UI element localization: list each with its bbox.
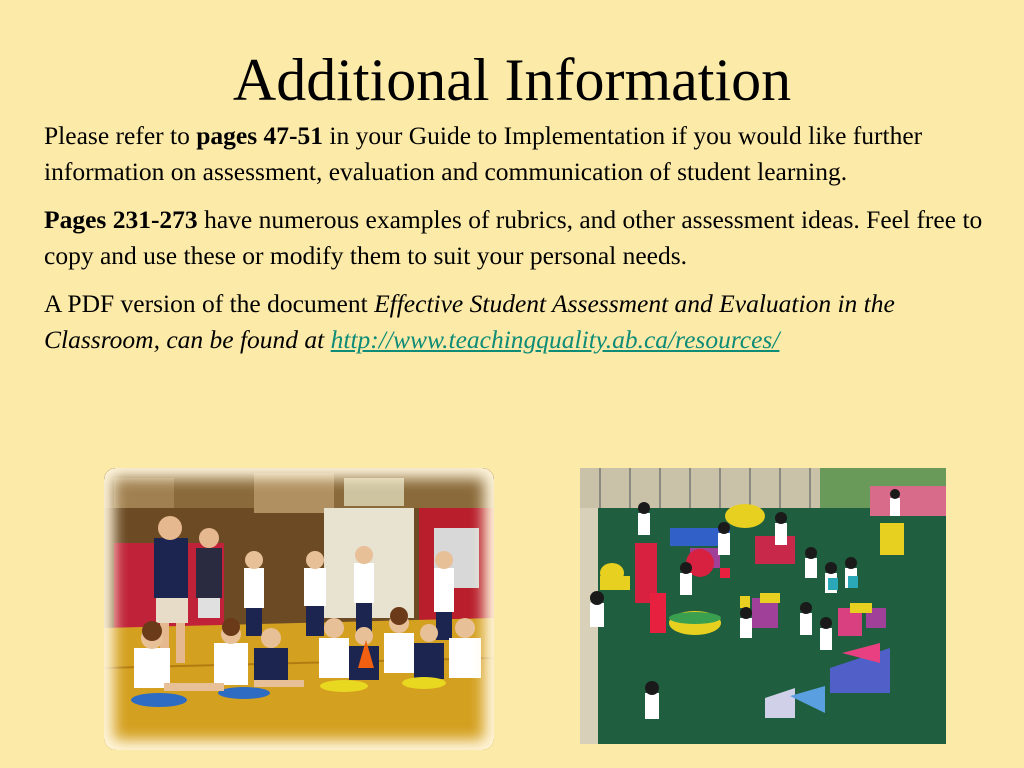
paragraph-guide-reference bbox=[44, 118, 994, 190]
gym-class-illustration bbox=[104, 468, 494, 750]
paragraph-pdf bbox=[44, 286, 994, 358]
pages-231-273: Pages 231-273 bbox=[44, 205, 198, 234]
paragraph1-pre: Please refer to bbox=[44, 121, 197, 150]
paragraph1-post: in your Guide to Implementation if you would like further information on assessment, evaluation and communication of student learning. bbox=[44, 121, 923, 186]
body-text bbox=[44, 118, 994, 370]
pages-47-51: pages 47-51 bbox=[196, 121, 324, 150]
slide-title: Additional Information bbox=[232, 47, 792, 113]
paragraph3-pre: A PDF version of the document bbox=[44, 289, 375, 318]
document-title: Effective Student Assessment and Evaluation in the Classroom, can be found at bbox=[44, 289, 895, 354]
playroom-photo bbox=[580, 468, 946, 744]
paragraph-rubrics bbox=[44, 202, 994, 274]
gym-class-photo bbox=[104, 468, 494, 750]
paragraph2-post: have numerous examples of rubrics, and other assessment ideas. Feel free to copy and use these or modify them to suit your personal needs. bbox=[44, 205, 983, 270]
resources-link[interactable]: http://www.teachingquality.ab.ca/resources/ bbox=[330, 325, 780, 354]
playroom-illustration bbox=[580, 468, 946, 744]
